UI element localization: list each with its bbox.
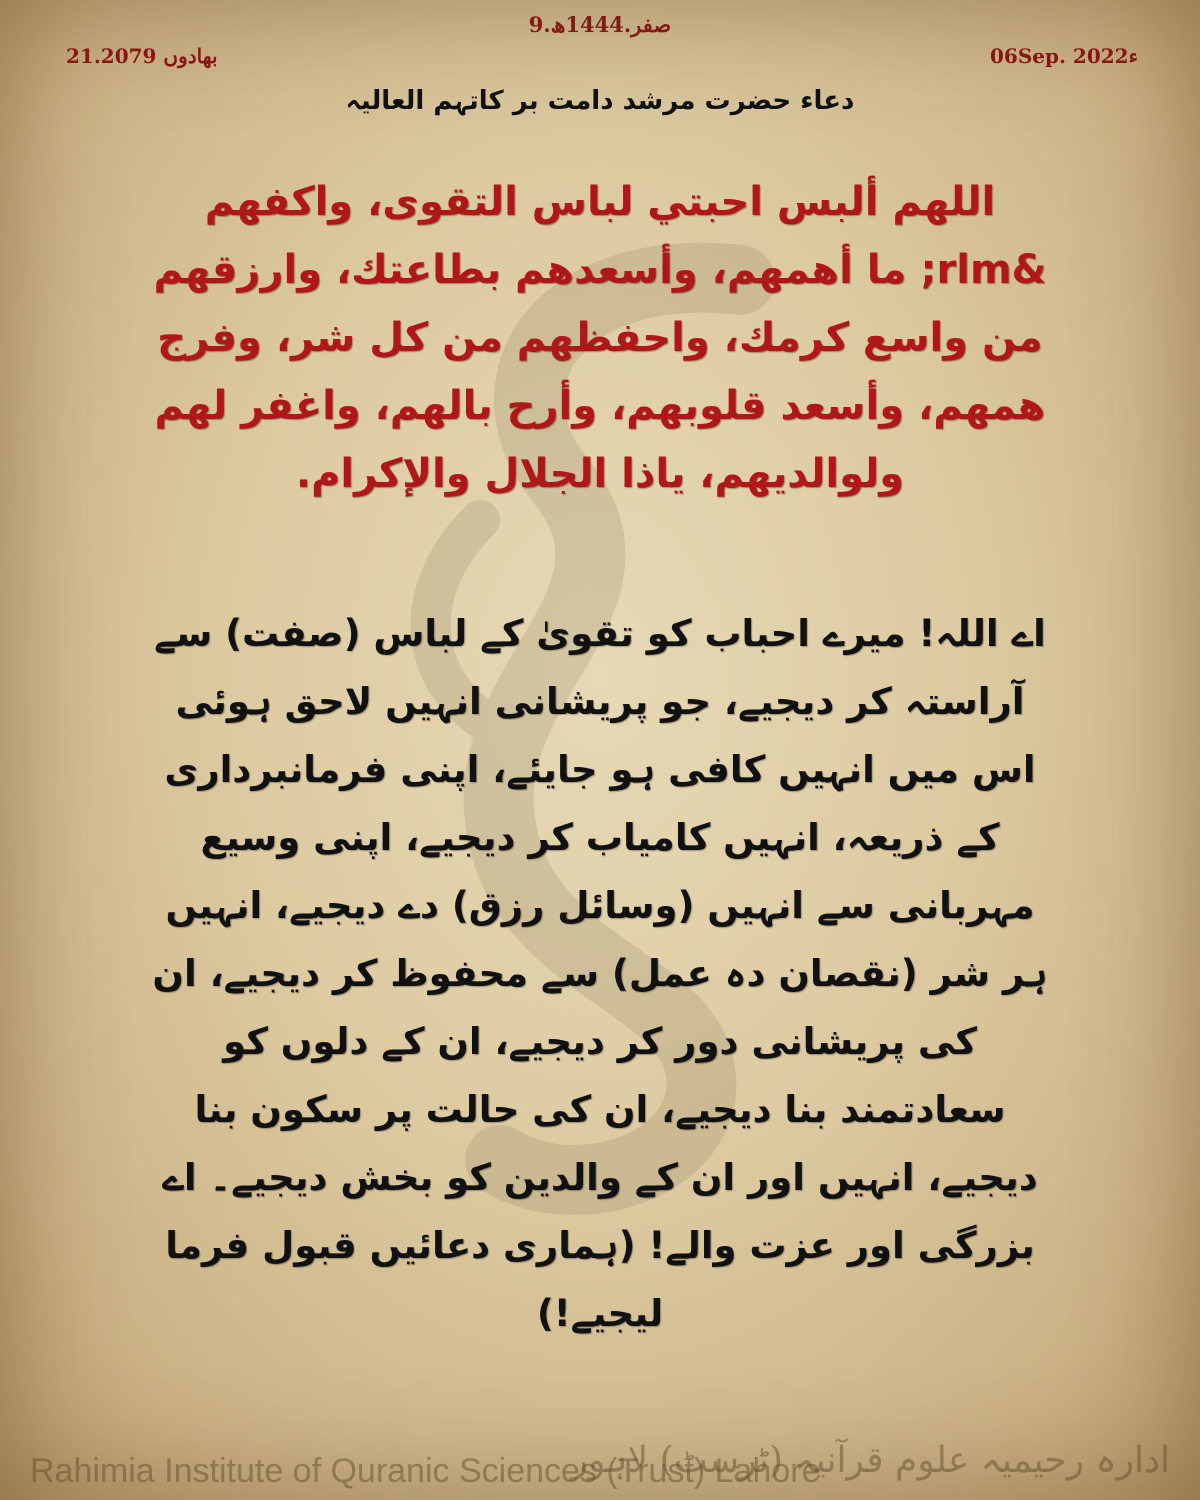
footer-english-watermark: Rahimia Institute of Quranic Sciences (Trust) Lahore: [30, 1452, 821, 1490]
arabic-dua-text: اللهم ألبس احبتي لباس التقوى، واكفهم &rlm; ما أهمهم، وأسعدهم بطاعتك، وارزقهم من واسع كرمك، واحفظهم من كل شر، وفرج همهم، وأسعد قلوبهم، وأرح بالهم، واغفر لهم ولوالديهم، ياذا الجلال والإكرام.: [153, 179, 1047, 497]
gregorian-date: 06Sep. 2022ء: [990, 44, 1138, 68]
hijri-date: 9.صفر.1444ھ: [528, 12, 672, 37]
bikrami-date: 21.بھادوں 2079: [66, 44, 218, 68]
footer-urdu-watermark: ادارہ رحیمیہ علوم قرآنیہ (ٹرسٹ) لاہور: [570, 1440, 1170, 1481]
page-title: دعاء حضرت مرشد دامت بر کاتہم العالیہ: [345, 86, 855, 116]
urdu-translation-text: اے اللہ! میرے احباب کو تقویٰ کے لباس (صفت) سے آراستہ کر دیجیے، جو پریشانی انہیں لاحق ہوئی اس میں انہیں کافی ہو جایئے، اپنی فرمانبرداری کے ذریعہ، انہیں کامیاب کر دیجیے، اپنی وسیع مہربانی سے انہیں (وسائل رزق) دے دیجیے، انہیں ہر شر (نقصان دہ عمل) سے محفوظ کر دیجیے، ان کی پریشانی دور کر دیجیے، ان کے دلوں کو سعادتمند بنا دیجیے، ان کی حالت پر سکون بنا دیجیے، انہیں اور ان کے والدین کو بخش دیجیے۔ اے بزرگی اور عزت والے! (ہماری دعائیں قبول فرما لیجیے!): [152, 612, 1048, 1335]
